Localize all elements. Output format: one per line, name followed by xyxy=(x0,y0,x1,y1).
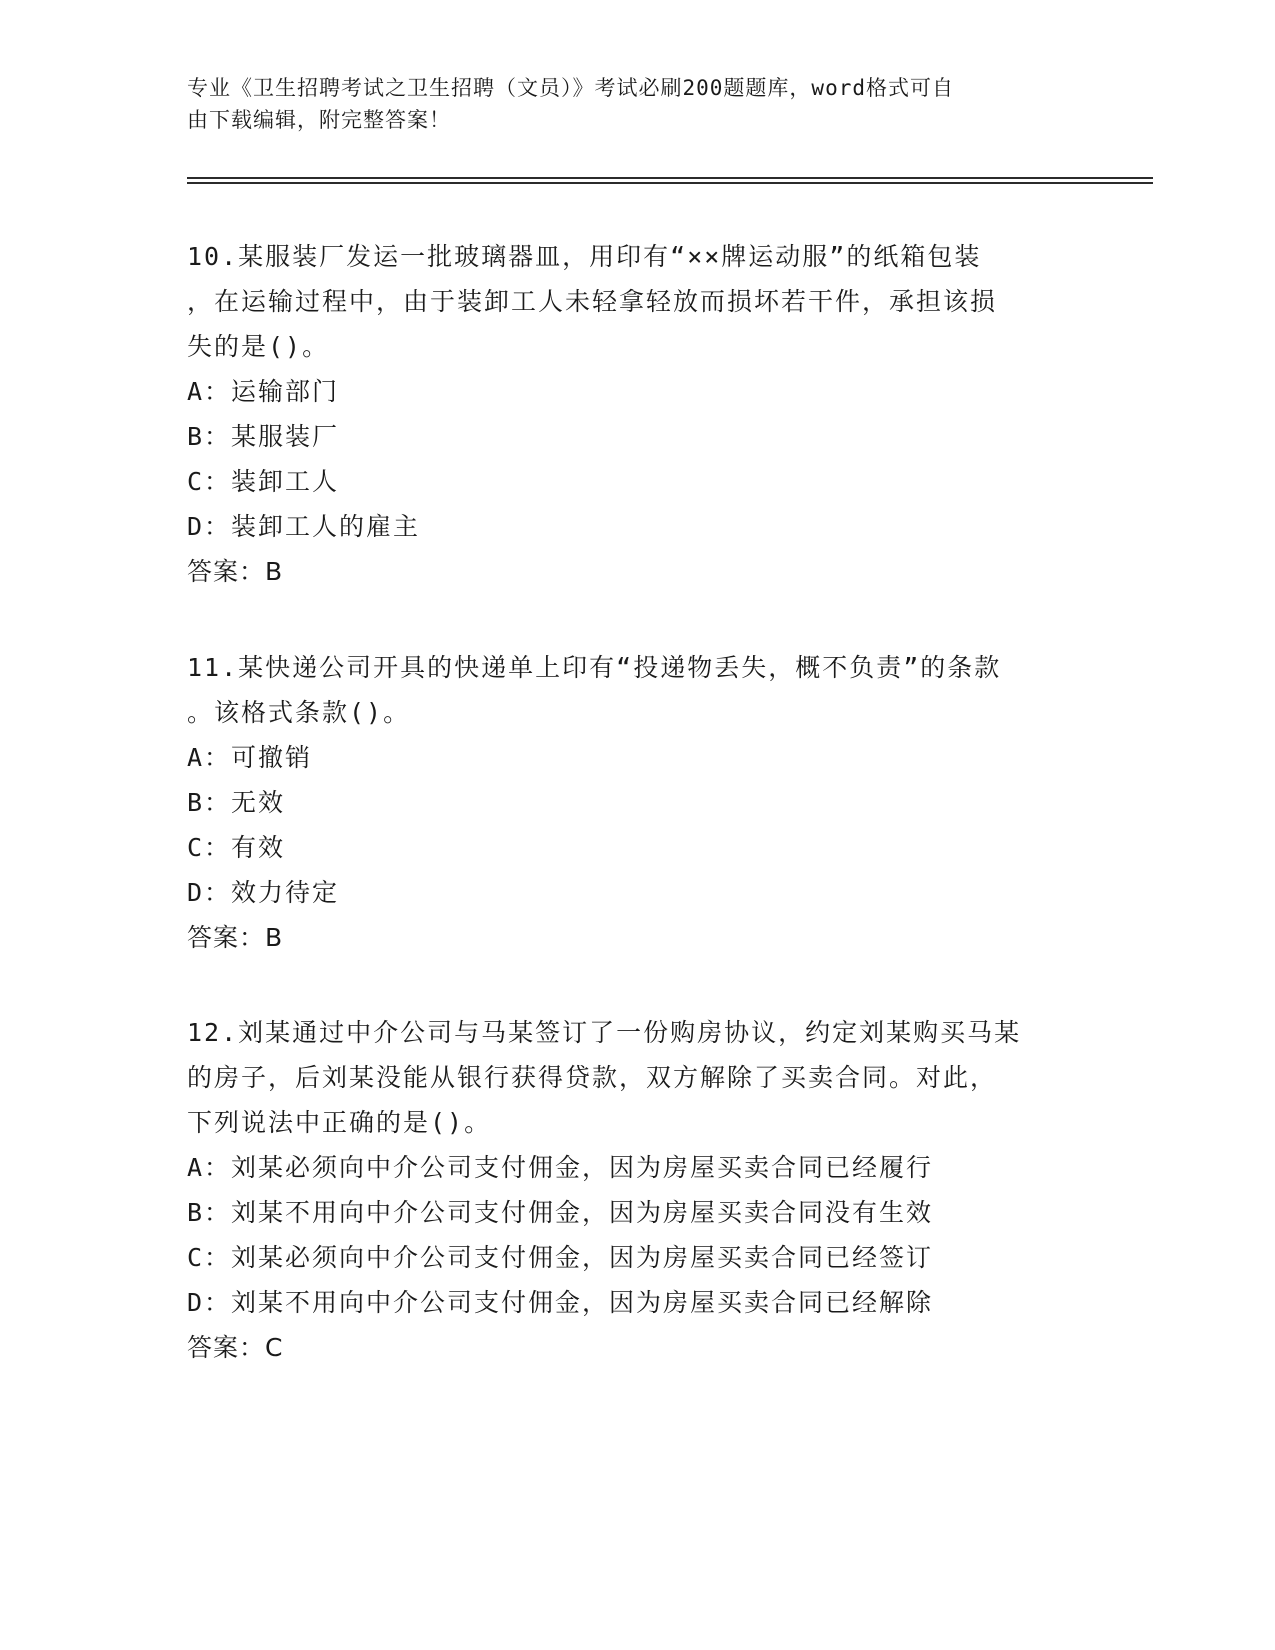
header-divider-bottom xyxy=(187,182,1153,184)
question-text-line: 的房子，后刘某没能从银行获得贷款，双方解除了买卖合同。对此， xyxy=(187,1063,998,1092)
header-line-2: 由下载编辑，附完整答案！ xyxy=(187,108,451,132)
question-text-line: 失的是()。 xyxy=(187,332,330,361)
option-b: B：某服装厂 xyxy=(187,422,340,451)
question-11 xyxy=(187,645,1087,960)
option-d: D：装卸工人的雇主 xyxy=(187,512,421,541)
header-divider-top xyxy=(187,177,1153,179)
answer: 答案：B xyxy=(187,923,284,952)
option-c: C：装卸工人 xyxy=(187,467,340,496)
question-text-line: ，在运输过程中，由于装卸工人未轻拿轻放而损坏若干件，承担该损 xyxy=(187,287,998,316)
question-10 xyxy=(187,234,1087,594)
option-a: A：运输部门 xyxy=(187,377,340,406)
question-text-line: 。该格式条款()。 xyxy=(187,698,411,727)
option-c: C：有效 xyxy=(187,833,286,862)
option-c: C：刘某必须向中介公司支付佣金，因为房屋买卖合同已经签订 xyxy=(187,1243,934,1272)
question-text-line: 12.刘某通过中介公司与马某签订了一份购房协议，约定刘某购买马某 xyxy=(187,1018,1022,1047)
answer: 答案：C xyxy=(187,1333,284,1362)
question-12 xyxy=(187,1010,1087,1370)
option-d: D：刘某不用向中介公司支付佣金，因为房屋买卖合同已经解除 xyxy=(187,1288,934,1317)
question-text-line: 11.某快递公司开具的快递单上印有“投递物丢失，概不负责”的条款 xyxy=(187,653,1002,682)
option-b: B：刘某不用向中介公司支付佣金，因为房屋买卖合同没有生效 xyxy=(187,1198,934,1227)
option-d: D：效力待定 xyxy=(187,878,340,907)
question-text-line: 下列说法中正确的是()。 xyxy=(187,1108,492,1137)
option-a: A：可撤销 xyxy=(187,743,313,772)
question-text-line: 10.某服装厂发运一批玻璃器皿，用印有“××牌运动服”的纸箱包装 xyxy=(187,242,982,271)
option-a: A：刘某必须向中介公司支付佣金，因为房屋买卖合同已经履行 xyxy=(187,1153,934,1182)
option-b: B：无效 xyxy=(187,788,286,817)
answer: 答案：B xyxy=(187,557,284,586)
header-line-1: 专业《卫生招聘考试之卫生招聘（文员）》考试必刷200题题库，word格式可自 xyxy=(187,76,954,100)
document-header xyxy=(187,72,1087,136)
